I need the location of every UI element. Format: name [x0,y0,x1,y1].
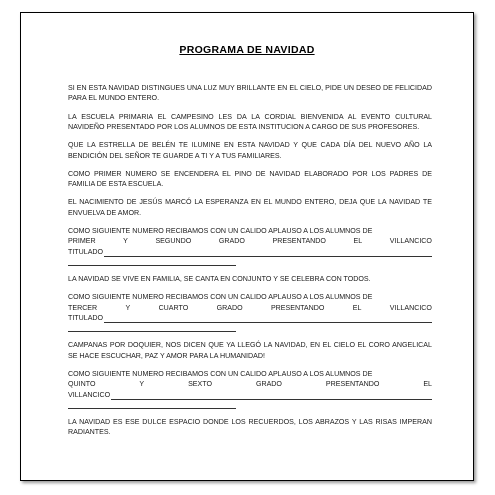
program-line-2 [68,236,432,246]
word: SEXTO [188,380,212,389]
word: Y [125,303,131,312]
paragraph-tercer-cuarto [68,292,432,332]
word: Y [139,380,145,389]
program-line-3 [68,313,432,323]
program-line-3 [68,247,432,257]
word: GRADO [216,303,243,312]
blank-line [68,324,236,332]
document-page [20,12,474,481]
program-line-2 [68,379,432,389]
page-title: PROGRAMA DE NAVIDAD [179,44,315,56]
word: Y [123,237,128,246]
document-body [68,83,432,446]
villancico-label: VILLANCICO [68,390,111,399]
word: PRESENTANDO [272,237,326,246]
word: GRADO [218,237,245,246]
word: VILLANCICO [389,303,432,312]
word: PRIMER [68,237,96,246]
paragraph-familia: LA NAVIDAD SE VIVE EN FAMILIA, SE CANTA EN CONJUNTO Y SE CELEBRA CON TODOS. [68,275,371,284]
program-line-1: COMO SIGUIENTE NUMERO RECIBAMOS CON UN CALIDO APLAUSO A LOS ALUMNOS DE [68,227,373,236]
word: EL [353,237,363,246]
blank-line [104,315,432,323]
blank-line [68,401,236,409]
word: CUARTO [158,303,189,312]
program-line-3 [68,390,432,400]
word: SEGUNDO [155,237,192,246]
word: GRADO [255,380,282,389]
program-line-1: COMO SIGUIENTE NUMERO RECIBAMOS CON UN CALIDO APLAUSO A LOS ALUMNOS DE [68,293,373,302]
titulado-label: TITULADO [68,247,104,256]
word: VILLANCICO [389,237,432,246]
blank-line [68,258,236,266]
word: PRESENTANDO [270,303,325,312]
paragraph-bienvenida: LA ESCUELA PRIMARIA EL CAMPESINO LES DA LA CORDIAL BIENVENIDA AL EVENTO CULTURAL NAVIDEÑO PRESENTADO POR LOS ALUMNOS DE ESTA INSTITUCION A CARGO DE SUS PROFESORES. [68,112,432,132]
titulado-label: TITULADO [68,314,104,323]
paragraph-estrella: QUE LA ESTRELLA DE BELÉN TE ILUMINE EN ESTA NAVIDAD Y QUE CADA DÍA DEL NUEVO AÑO LA BENDICIÓN DEL SEÑOR TE GUARDE A TI Y A TUS FAMILIARES. [68,141,432,160]
blank-line [111,392,432,400]
paragraph-quinto-sexto [68,369,432,409]
word: QUINTO [68,380,96,389]
word: EL [423,380,432,389]
paragraph-nacimiento: EL NACIMIENTO DE JESÚS MARCÓ LA ESPERANZA EN EL MUNDO ENTERO, DEJA QUE LA NAVIDAD TE ENVUELVA DE AMOR. [68,198,432,217]
program-line-1: COMO SIGUIENTE NUMERO RECIBAMOS CON UN CALIDO APLAUSO A LOS ALUMNOS DE [68,369,373,378]
word: PRESENTANDO [325,380,380,389]
word: EL [352,303,362,312]
paragraph-dulce-espacio: LA NAVIDAD ES ESE DULCE ESPACIO DONDE LOS RECUERDOS, LOS ABRAZOS Y LAS RISAS IMPERAN RADIANTES. [68,417,432,437]
paragraph-pino: COMO PRIMER NUMERO SE ENCENDERA EL PINO DE NAVIDAD ELABORADO POR LOS PADRES DE FAMILIA DE ESTA ESCUELA. [68,169,432,189]
paragraph-primer-segundo [68,226,432,266]
program-line-2 [68,303,432,313]
paragraph-deseo: SI EN ESTA NAVIDAD DISTINGUES UNA LUZ MUY BRILLANTE EN EL CIELO, PIDE UN DESEO DE FELICIDAD PARA EL MUNDO ENTERO. [68,84,432,103]
word: TERCER [68,303,98,312]
paragraph-campanas: CAMPANAS POR DOQUIER, NOS DICEN QUE YA LLEGÓ LA NAVIDAD, EN EL CIELO EL CORO ANGELICAL SE HACE ESCUCHAR, PAZ Y AMOR PARA LA HUMANIDAD! [68,341,432,360]
blank-line [104,249,432,257]
